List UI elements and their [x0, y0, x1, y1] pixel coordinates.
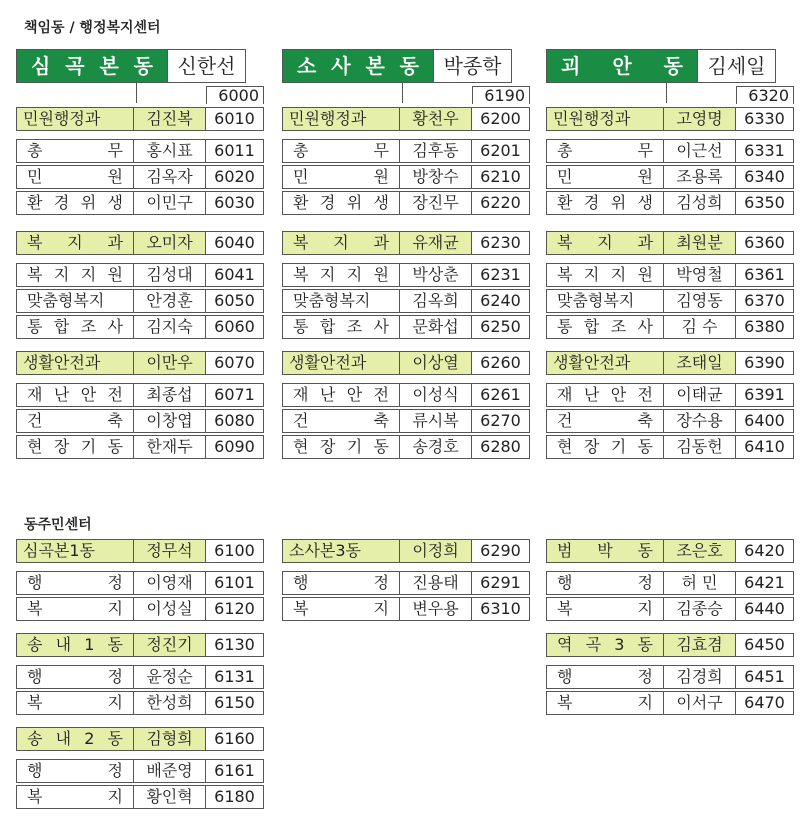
department-label: 복 지 [546, 691, 664, 715]
table-row [546, 191, 794, 215]
extension-number: 6230 [472, 231, 530, 255]
extension-number: 6291 [472, 571, 530, 595]
staff-name: 김동헌 [664, 435, 736, 459]
staff-name: 방창수 [400, 165, 472, 189]
department-label: 복 지 과 [282, 231, 400, 255]
table-row [16, 315, 264, 339]
staff-name: 김경희 [664, 665, 736, 689]
extension-number: 6020 [206, 165, 264, 189]
staff-name: 송경호 [400, 435, 472, 459]
staff-name: 허 민 [664, 571, 736, 595]
section-header-row [16, 633, 264, 657]
staff-name: 김형희 [134, 727, 206, 751]
heading-community: 동주민센터 [24, 517, 92, 533]
department-label: 재 난 안 전 [546, 383, 664, 407]
extension-number: 6451 [736, 665, 794, 689]
staff-name: 박상춘 [400, 263, 472, 287]
staff-name: 김옥자 [134, 165, 206, 189]
department-label: 민 원 [16, 165, 134, 189]
staff-name: 조용록 [664, 165, 736, 189]
extension-number: 6040 [206, 231, 264, 255]
department-label: 복 지 [546, 597, 664, 621]
department-label: 심곡본1동 [16, 539, 134, 563]
table-row [546, 597, 794, 621]
staff-name: 윤정순 [134, 665, 206, 689]
connector-line [666, 83, 667, 103]
staff-name: 장진무 [400, 191, 472, 215]
section-header-row [282, 539, 530, 563]
section-header-row [16, 351, 264, 375]
extension-number: 6280 [472, 435, 530, 459]
department-label: 총 무 [16, 139, 134, 163]
extension-number: 6421 [736, 571, 794, 595]
section-header-row [16, 727, 264, 751]
section-header-row [546, 539, 794, 563]
extension-number: 6180 [206, 785, 264, 809]
extension-number: 6361 [736, 263, 794, 287]
extension-number: 6250 [472, 315, 530, 339]
staff-name: 이태균 [664, 383, 736, 407]
department-label: 민원행정과 [16, 107, 134, 131]
extension-number: 6240 [472, 289, 530, 313]
extension-number: 6070 [206, 351, 264, 375]
section-header-row [546, 231, 794, 255]
staff-name: 김영동 [664, 289, 736, 313]
extension-number: 6220 [472, 191, 530, 215]
staff-name: 오미자 [134, 231, 206, 255]
center-name: 소 사 본 동 [282, 49, 434, 83]
department-label: 통 합 조 사 [282, 315, 400, 339]
extension-number: 6100 [206, 539, 264, 563]
center-name: 심 곡 본 동 [16, 49, 168, 83]
department-label: 행 정 [546, 665, 664, 689]
table-row [282, 263, 530, 287]
table-row [282, 191, 530, 215]
connector-line [136, 83, 137, 103]
extension-number: 6350 [736, 191, 794, 215]
extension-number: 6360 [736, 231, 794, 255]
department-label: 현 장 기 동 [546, 435, 664, 459]
staff-name: 김성희 [664, 191, 736, 215]
department-label: 송 내 1 동 [16, 633, 134, 657]
extension-number: 6131 [206, 665, 264, 689]
center-manager: 박종학 [434, 49, 512, 83]
extension-number: 6200 [472, 107, 530, 131]
extension-number: 6290 [472, 539, 530, 563]
staff-name: 최종섭 [134, 383, 206, 407]
table-row [16, 191, 264, 215]
extension-number: 6390 [736, 351, 794, 375]
table-row [16, 597, 264, 621]
staff-name: 조은호 [664, 539, 736, 563]
department-label: 복 지 [282, 597, 400, 621]
staff-name: 김효겸 [664, 633, 736, 657]
department-label: 복 지 과 [546, 231, 664, 255]
staff-name: 문화섭 [400, 315, 472, 339]
table-row [282, 383, 530, 407]
department-label: 통 합 조 사 [16, 315, 134, 339]
table-row [282, 139, 530, 163]
staff-name: 홍시표 [134, 139, 206, 163]
extension-number: 6310 [472, 597, 530, 621]
extension-number: 6090 [206, 435, 264, 459]
center-header [282, 49, 512, 83]
extension-number: 6260 [472, 351, 530, 375]
table-row [16, 759, 264, 783]
extension-number: 6150 [206, 691, 264, 715]
extension-number: 6080 [206, 409, 264, 433]
department-label: 현 장 기 동 [16, 435, 134, 459]
staff-name: 최원분 [664, 231, 736, 255]
staff-name: 김후동 [400, 139, 472, 163]
section-header-row [546, 633, 794, 657]
heading-responsible: 책임동 / 행정복지센터 [24, 20, 161, 36]
department-label: 통 합 조 사 [546, 315, 664, 339]
table-row [16, 289, 264, 313]
staff-name: 김종승 [664, 597, 736, 621]
staff-name: 김진복 [134, 107, 206, 131]
department-label: 복 지 [16, 597, 134, 621]
table-row [282, 409, 530, 433]
staff-name: 황인혁 [134, 785, 206, 809]
staff-name: 한성희 [134, 691, 206, 715]
extension-number: 6420 [736, 539, 794, 563]
staff-name: 황천우 [400, 107, 472, 131]
center-manager: 김세일 [698, 49, 776, 83]
staff-name: 안경훈 [134, 289, 206, 313]
department-label: 재 난 안 전 [16, 383, 134, 407]
table-row [546, 263, 794, 287]
department-label: 민원행정과 [282, 107, 400, 131]
table-row [282, 289, 530, 313]
department-label: 민원행정과 [546, 107, 664, 131]
center-header [16, 49, 246, 83]
staff-name: 한재두 [134, 435, 206, 459]
table-row [16, 409, 264, 433]
table-row [16, 139, 264, 163]
staff-name: 이영재 [134, 571, 206, 595]
staff-name: 김지숙 [134, 315, 206, 339]
center-manager: 신한선 [168, 49, 246, 83]
table-row [16, 665, 264, 689]
department-label: 행 정 [546, 571, 664, 595]
department-label: 복 지 지 원 [546, 263, 664, 287]
staff-name: 정진기 [134, 633, 206, 657]
department-label: 복 지 지 원 [282, 263, 400, 287]
extension-number: 6210 [472, 165, 530, 189]
staff-name: 유재균 [400, 231, 472, 255]
center-extension: 6000 [206, 86, 264, 104]
extension-number: 6050 [206, 289, 264, 313]
department-label: 민 원 [546, 165, 664, 189]
table-row [546, 665, 794, 689]
table-row [546, 165, 794, 189]
staff-name: 김성대 [134, 263, 206, 287]
extension-number: 6231 [472, 263, 530, 287]
extension-number: 6380 [736, 315, 794, 339]
department-label: 생활안전과 [282, 351, 400, 375]
department-label: 송 내 2 동 [16, 727, 134, 751]
extension-number: 6071 [206, 383, 264, 407]
table-row [282, 435, 530, 459]
extension-number: 6011 [206, 139, 264, 163]
table-row [16, 165, 264, 189]
department-label: 복 지 지 원 [16, 263, 134, 287]
department-label: 행 정 [16, 571, 134, 595]
table-row [16, 263, 264, 287]
department-label: 행 정 [16, 665, 134, 689]
department-label: 재 난 안 전 [282, 383, 400, 407]
extension-number: 6261 [472, 383, 530, 407]
staff-name: 이창엽 [134, 409, 206, 433]
center-extension: 6320 [736, 86, 794, 104]
section-header-row [282, 231, 530, 255]
department-label: 역 곡 3 동 [546, 633, 664, 657]
department-label: 복 지 [16, 691, 134, 715]
staff-name: 이민구 [134, 191, 206, 215]
extension-number: 6331 [736, 139, 794, 163]
section-header-row [546, 351, 794, 375]
table-row [546, 691, 794, 715]
staff-name: 김 수 [664, 315, 736, 339]
section-header-row [16, 107, 264, 131]
table-row [16, 383, 264, 407]
extension-number: 6161 [206, 759, 264, 783]
staff-name: 이성실 [134, 597, 206, 621]
extension-number: 6041 [206, 263, 264, 287]
staff-name: 변우용 [400, 597, 472, 621]
staff-name: 이정희 [400, 539, 472, 563]
staff-name: 진용태 [400, 571, 472, 595]
department-label: 환 경 위 생 [282, 191, 400, 215]
extension-number: 6160 [206, 727, 264, 751]
department-label: 현 장 기 동 [282, 435, 400, 459]
section-header-row [16, 539, 264, 563]
extension-number: 6370 [736, 289, 794, 313]
extension-number: 6060 [206, 315, 264, 339]
department-label: 환 경 위 생 [546, 191, 664, 215]
extension-number: 6410 [736, 435, 794, 459]
department-label: 맞춤형복지 [16, 289, 134, 313]
department-label: 행 정 [282, 571, 400, 595]
table-row [546, 435, 794, 459]
department-label: 복 지 과 [16, 231, 134, 255]
table-row [546, 289, 794, 313]
staff-name: 고영명 [664, 107, 736, 131]
table-row [546, 383, 794, 407]
center-header [546, 49, 776, 83]
department-label: 민 원 [282, 165, 400, 189]
staff-name: 이만우 [134, 351, 206, 375]
extension-number: 6101 [206, 571, 264, 595]
table-row [282, 597, 530, 621]
connector-line [402, 83, 403, 103]
table-row [282, 315, 530, 339]
table-row [546, 409, 794, 433]
table-row [16, 785, 264, 809]
department-label: 복 지 [16, 785, 134, 809]
section-header-row [282, 107, 530, 131]
staff-name: 김옥희 [400, 289, 472, 313]
table-row [16, 435, 264, 459]
table-row [16, 571, 264, 595]
extension-number: 6201 [472, 139, 530, 163]
extension-number: 6120 [206, 597, 264, 621]
extension-number: 6470 [736, 691, 794, 715]
extension-number: 6270 [472, 409, 530, 433]
department-label: 환 경 위 생 [16, 191, 134, 215]
table-row [16, 691, 264, 715]
table-row [282, 165, 530, 189]
table-row [282, 571, 530, 595]
table-row [546, 315, 794, 339]
staff-name: 이상열 [400, 351, 472, 375]
department-label: 소사본3동 [282, 539, 400, 563]
staff-name: 정무석 [134, 539, 206, 563]
staff-name: 장수용 [664, 409, 736, 433]
extension-number: 6400 [736, 409, 794, 433]
section-header-row [16, 231, 264, 255]
department-label: 건 축 [282, 409, 400, 433]
department-label: 총 무 [282, 139, 400, 163]
extension-number: 6440 [736, 597, 794, 621]
staff-name: 박영철 [664, 263, 736, 287]
staff-name: 이서구 [664, 691, 736, 715]
department-label: 생활안전과 [546, 351, 664, 375]
department-label: 총 무 [546, 139, 664, 163]
department-label: 맞춤형복지 [282, 289, 400, 313]
table-row [546, 571, 794, 595]
center-name: 괴 안 동 [546, 49, 698, 83]
extension-number: 6330 [736, 107, 794, 131]
staff-name: 이근선 [664, 139, 736, 163]
extension-number: 6450 [736, 633, 794, 657]
department-label: 건 축 [546, 409, 664, 433]
center-extension: 6190 [472, 86, 530, 104]
section-header-row [282, 351, 530, 375]
extension-number: 6130 [206, 633, 264, 657]
department-label: 생활안전과 [16, 351, 134, 375]
department-label: 맞춤형복지 [546, 289, 664, 313]
section-header-row [546, 107, 794, 131]
staff-name: 조태일 [664, 351, 736, 375]
staff-name: 이성식 [400, 383, 472, 407]
extension-number: 6391 [736, 383, 794, 407]
extension-number: 6030 [206, 191, 264, 215]
department-label: 건 축 [16, 409, 134, 433]
department-label: 범 박 동 [546, 539, 664, 563]
extension-number: 6340 [736, 165, 794, 189]
staff-name: 류시복 [400, 409, 472, 433]
department-label: 행 정 [16, 759, 134, 783]
staff-name: 배준영 [134, 759, 206, 783]
table-row [546, 139, 794, 163]
extension-number: 6010 [206, 107, 264, 131]
